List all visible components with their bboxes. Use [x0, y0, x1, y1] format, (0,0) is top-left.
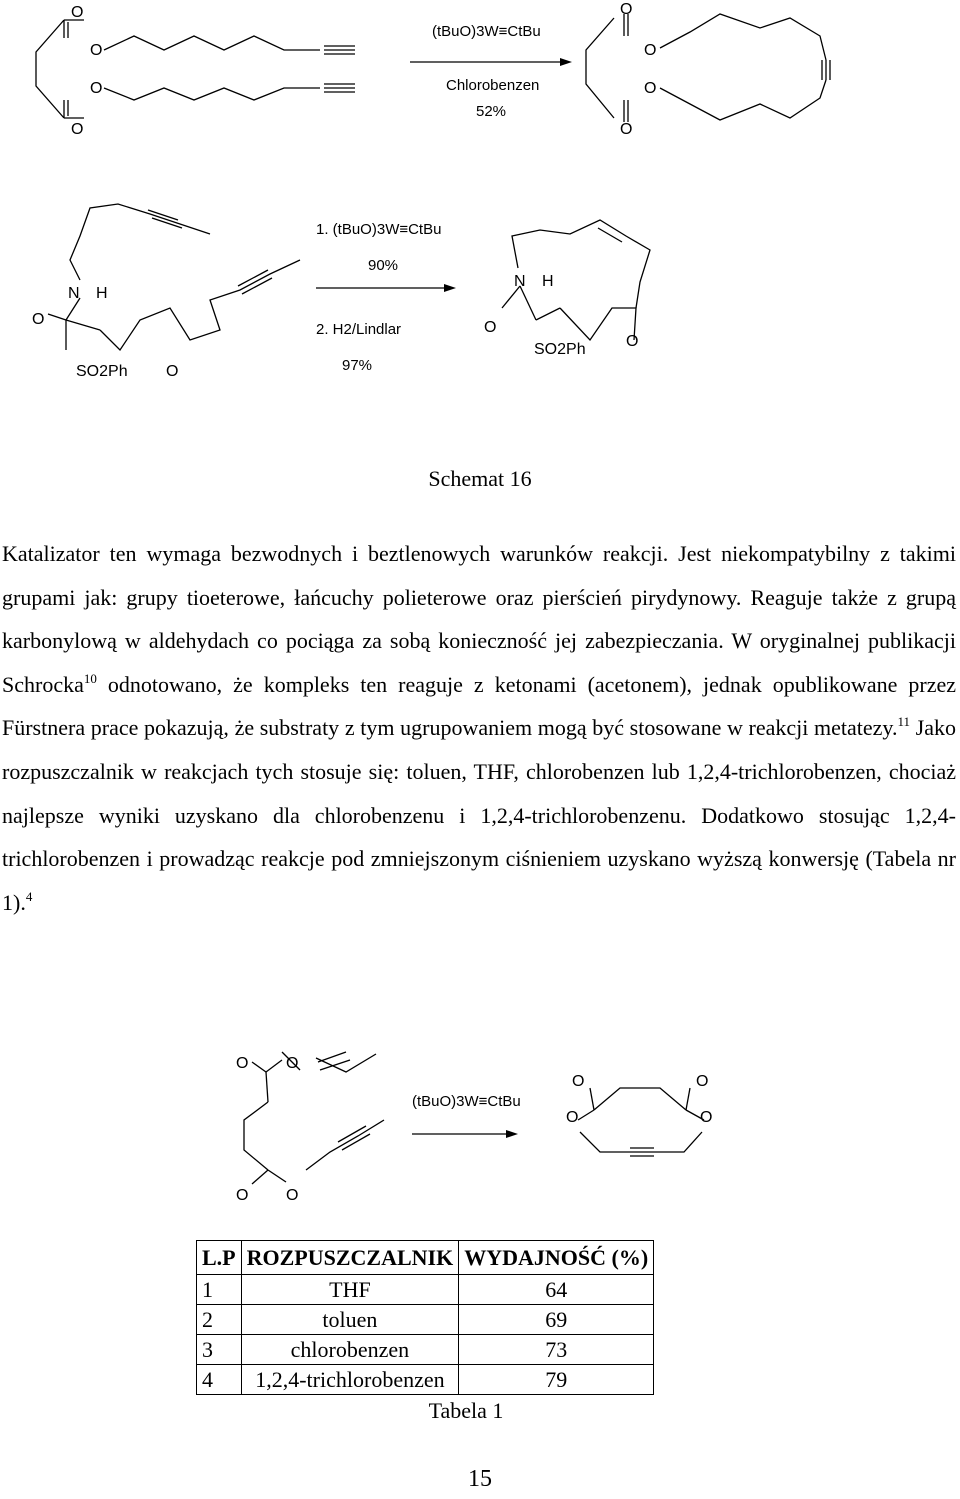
table-cell: toluen — [241, 1305, 459, 1335]
table-cell: 79 — [459, 1365, 654, 1395]
svg-text:O: O — [626, 333, 639, 350]
scheme1-yield: 52% — [476, 103, 507, 120]
svg-text:O: O — [696, 1073, 709, 1090]
svg-text:O: O — [286, 1055, 299, 1072]
table-row — [197, 1275, 654, 1305]
table-cell: 2 — [197, 1305, 242, 1335]
scheme-3-drawing — [0, 1040, 960, 1210]
svg-text:O: O — [90, 42, 103, 59]
scheme2-right-so2ph: SO2Ph — [534, 341, 586, 358]
svg-text:O: O — [71, 121, 84, 138]
svg-text:O: O — [572, 1073, 585, 1090]
citation-4: 4 — [25, 888, 33, 904]
scheme-caption: Schemat 16 — [428, 466, 532, 491]
svg-text:O: O — [700, 1109, 713, 1126]
scheme2-step1: 1. (tBuO)3W≡CtBu — [316, 221, 442, 238]
svg-text:O: O — [620, 1, 633, 18]
svg-text:O: O — [286, 1187, 299, 1204]
scheme2-yield2: 97% — [342, 357, 373, 374]
table-row — [197, 1305, 654, 1335]
svg-text:O: O — [566, 1109, 579, 1126]
scheme-3 — [0, 1040, 960, 1210]
table-cell: 64 — [459, 1275, 654, 1305]
table-cell: 4 — [197, 1365, 242, 1395]
body-paragraph — [2, 532, 956, 924]
header-solvent: ROZPUSZCZALNIK — [241, 1241, 459, 1275]
table-cell: 1 — [197, 1275, 242, 1305]
citation-10: 10 — [83, 670, 97, 686]
header-lp: L.P — [197, 1241, 242, 1275]
paragraph-part-2: odnotowano, że kompleks ten reaguje z ketonami (acetonem), jednak opublikowane przez Fürstnera prace pokazują, że substraty z tym ugrupowaniem mogą być stosowane w reakcji metatezy. — [2, 671, 956, 741]
citation-11: 11 — [897, 714, 911, 730]
scheme-1 — [0, 0, 960, 150]
svg-text:H: H — [542, 273, 554, 290]
table-cell: 69 — [459, 1305, 654, 1335]
svg-text:O: O — [620, 121, 633, 138]
svg-text:O: O — [166, 363, 179, 380]
svg-text:O: O — [236, 1187, 249, 1204]
scheme3-reagent: (tBuO)3W≡CtBu — [412, 1093, 521, 1110]
table-row — [197, 1335, 654, 1365]
scheme-1-drawing — [0, 0, 960, 150]
table-cell: 3 — [197, 1335, 242, 1365]
table-row — [197, 1365, 654, 1395]
svg-text:O: O — [644, 42, 657, 59]
svg-text:O: O — [484, 319, 497, 336]
svg-text:O: O — [90, 80, 103, 97]
svg-text:N: N — [514, 273, 526, 290]
page-number: 15 — [468, 1466, 492, 1492]
table-cell: 73 — [459, 1335, 654, 1365]
scheme2-step2: 2. H2/Lindlar — [316, 321, 402, 338]
scheme2-left-so2ph: SO2Ph — [76, 363, 128, 380]
svg-text:N: N — [68, 285, 80, 302]
scheme2-yield1: 90% — [368, 257, 399, 274]
header-yield: WYDAJNOŚĆ (%) — [459, 1241, 654, 1275]
table-caption: Tabela 1 — [428, 1398, 504, 1423]
svg-text:O: O — [236, 1055, 249, 1072]
svg-text:O: O — [32, 311, 45, 328]
svg-text:O: O — [644, 80, 657, 97]
svg-text:O: O — [71, 4, 84, 21]
table-header-row — [197, 1241, 654, 1275]
scheme1-reagent: (tBuO)3W≡CtBu — [432, 23, 541, 40]
scheme-2-drawing — [0, 190, 960, 390]
scheme1-solvent: Chlorobenzen — [446, 77, 540, 94]
table-cell: THF — [241, 1275, 459, 1305]
table-cell: chlorobenzen — [241, 1335, 459, 1365]
scheme-2 — [0, 190, 960, 390]
table-cell: 1,2,4-trichlorobenzen — [241, 1365, 459, 1395]
svg-text:H: H — [96, 285, 108, 302]
paragraph-part-3: Jako rozpuszczalnik w reakcjach tych stosuje się: toluen, THF, chlorobenzen lub 1,2,4-trichlorobenzen, chociaż najlepsze wyniki uzyskano dla chlorobenzenu i 1,2,4-trichlorobenzenu. Dodatkowo stosując 1,2,4-trichlorobenzen i prowadząc reakcje pod zmniejszonym ciśnieniem uzyskano wyższą konwersję (Tabela nr 1). — [2, 715, 956, 915]
paragraph-part-1: Katalizator ten wymaga bezwodnych i beztlenowych warunków reakcji. Jest niekompatybilny z takimi grupami jak: grupy tioeterowe, łańcuchy polieterowe oraz pierścień pirydynowy. Reaguje także z grupą karbonylową w aldehydach co pociąga za sobą konieczność jej zabezpieczania. W oryginalnej publikacji Schrocka — [2, 541, 956, 697]
results-table — [196, 1240, 654, 1395]
